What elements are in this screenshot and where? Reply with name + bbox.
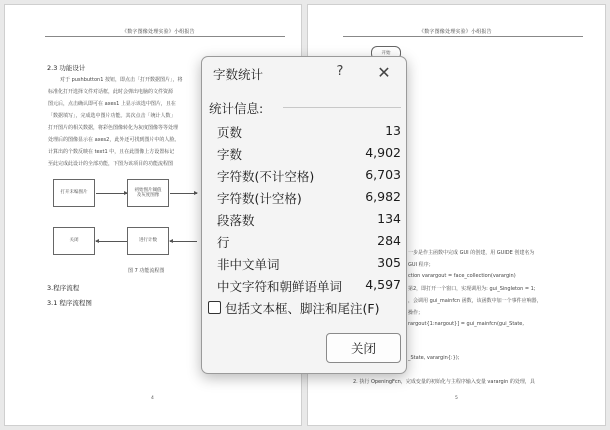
stat-row-words: [217, 145, 401, 165]
text-line: _State, varargin{:});: [408, 355, 460, 361]
paragraph-line: 「数据填写」，完成选中图片功能。其次点击「统计人数」: [48, 113, 176, 119]
text-line: ，会调用 gui_mainfcn 函数，该函数中加一个事件应响器，: [408, 298, 542, 304]
paragraph-line: 处理后的图像显示在 axes2，此外还可找到图片中的人脸。: [48, 137, 180, 143]
stat-value: 134: [377, 211, 401, 226]
page-number: 5: [455, 396, 458, 401]
paragraph-line: 标准化打开选择文件对话框，此时会弹出电脑的文件资源: [48, 89, 174, 95]
text-line: 第2，即打开一个窗口，实现调用为: gui_Singleton = 1;: [408, 286, 536, 292]
stat-value: 6,982: [365, 189, 401, 204]
flow-node-recognize: 初始图片阈值 及灰度图像: [127, 179, 169, 207]
stat-label: 非中文单词: [217, 257, 280, 272]
help-icon[interactable]: ?: [336, 64, 344, 79]
dialog-title: 字数统计: [213, 67, 264, 82]
stat-row-non-chinese-words: [217, 255, 401, 275]
include-textboxes-label[interactable]: 包括文本框、脚注和尾注(F): [225, 301, 380, 316]
flow-node-close: 关闭: [53, 227, 95, 255]
section-title: 2.3 功能设计: [47, 64, 86, 72]
flow-start-node: 开始: [371, 46, 401, 60]
stat-label: 字符数(不计空格): [217, 169, 315, 184]
statistics-label: 统计信息:: [209, 101, 264, 116]
figure-caption: 图 7 功能流程图: [128, 268, 165, 274]
stat-row-pages: [217, 123, 401, 143]
stat-value: 6,703: [365, 167, 401, 182]
stat-label: 字符数(计空格): [217, 191, 302, 206]
stat-row-cjk-chars: [217, 277, 401, 297]
stat-value: 305: [377, 255, 401, 270]
stat-value: 4,902: [365, 145, 401, 160]
stat-value: 13: [385, 123, 401, 138]
paragraph-line: 图元后，点击确认即可在 axes1 上显示该选中图片，且在: [48, 101, 176, 107]
header-rule: [45, 36, 285, 37]
stat-label: 页数: [217, 125, 243, 140]
page-header: 《数字图像处理实验》小组报告: [122, 29, 195, 35]
page-header: 《数字图像处理实验》小组报告: [419, 29, 492, 35]
text-line: rargout{1:nargout}] = gui_mainfcn(gui_State,: [408, 321, 524, 327]
paragraph-line: 计算出的个数反映在 text1 中，且在此图像上方设置标记: [48, 149, 175, 155]
close-icon[interactable]: ✕: [377, 63, 391, 82]
stat-label: 行: [217, 235, 230, 250]
flow-arrow: [170, 193, 197, 194]
flow-node-open-image: 打开未编图片: [53, 179, 95, 207]
stat-value: 4,597: [365, 277, 401, 292]
paragraph-line: 至此完成此设计的全部功能，下图为该项目的功能流程图: [48, 161, 174, 167]
stat-row-paragraphs: [217, 211, 401, 231]
section-divider: [283, 107, 401, 108]
header-rule: [343, 36, 583, 37]
text-line: ction varargout = face_collection(varargin): [408, 273, 516, 279]
paragraph-line: 打开图片的相关数据，将彩色图像转化为灰度图像等等处理: [48, 125, 179, 131]
stat-row-chars-with-spaces: [217, 189, 401, 209]
program-flow-subtitle: 3.1 程序流程图: [47, 299, 92, 307]
flow-arrow: [96, 193, 127, 194]
stat-value: 284: [377, 233, 401, 248]
flow-node-count: 进行计数: [127, 227, 169, 255]
include-textboxes-checkbox[interactable]: [208, 301, 221, 314]
stat-row-lines: [217, 233, 401, 253]
paragraph-line: 对于 pushbutton1 按钮，即点击「打开数据图片」，将: [60, 77, 183, 83]
stat-label: 字数: [217, 147, 243, 162]
stat-label: 中文字符和朝鲜语单词: [217, 279, 343, 294]
text-line: 一步是作主函数中完成 GUI 的创建，用 GUIDE 创建名为: [408, 250, 535, 256]
close-button[interactable]: 关闭: [326, 333, 401, 363]
stat-row-chars-no-spaces: [217, 167, 401, 187]
text-line: 2. 执行 OpeningFcn，完成变量的初始化与主程序输入变量 varargin 的处理，具: [353, 379, 535, 385]
stat-label: 段落数: [217, 213, 255, 228]
program-flow-title: 3.程序流程: [47, 284, 80, 292]
page-number: 4: [151, 396, 154, 401]
text-line: 操作；: [408, 310, 424, 316]
flow-arrow: [96, 241, 127, 242]
text-line: GUI 程序；: [408, 262, 434, 268]
word-count-dialog: [201, 56, 407, 374]
flow-arrow: [170, 241, 197, 242]
